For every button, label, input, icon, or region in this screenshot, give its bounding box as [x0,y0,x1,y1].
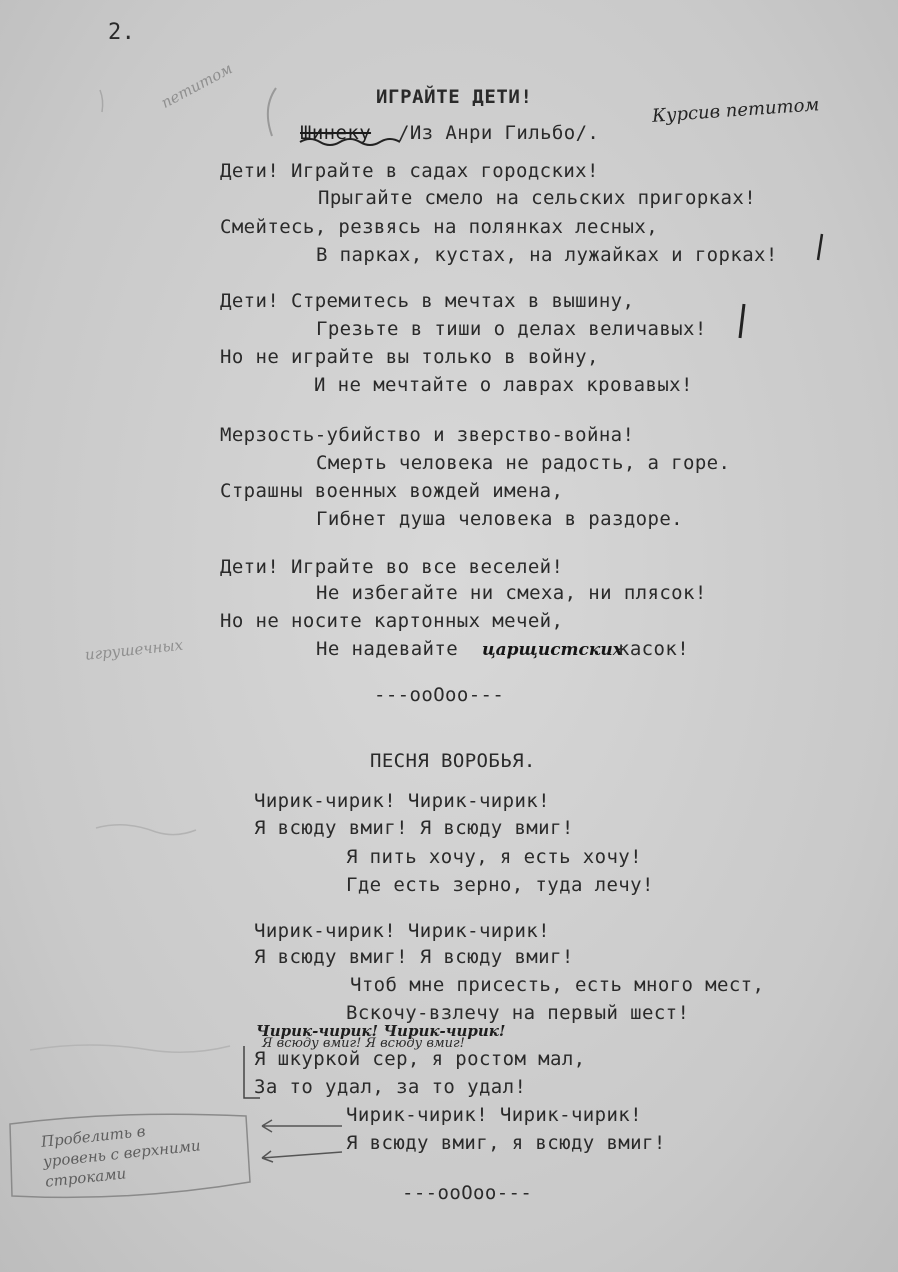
poem2-line: Я всюду вмиг! Я всюду вмиг! [254,817,574,839]
poem1-line: Прыгайте смело на сельских пригорках! [318,187,757,209]
poem1-line: Гибнет душа человека в раздоре. [316,508,684,530]
poem2-line: Где есть зерно, туда лечу! [346,874,654,896]
poem2-line: Я всюду вмиг! Я всюду вмиг! [254,946,574,968]
annotation-italic: Курсив петитом [651,94,821,127]
annotation-bottom: Пробелить в уровень с верхними строками [40,1122,202,1191]
annotation-toy: игрушечных [84,635,184,664]
poem1-line: Не надевайте [316,638,459,660]
poem2-line: Чирик-чирик! Чирик-чирик! [254,920,550,942]
overwritten-word: царщистских [482,640,623,660]
poem1-line: Смейтесь, резвясь на полянках лесных, [220,216,659,238]
handwritten-insert: Чирик-чирик! Чирик-чирик! [256,1022,506,1040]
arrow-mark [262,1151,342,1162]
wavy-underline-mark [300,139,400,145]
struck-word: Шинеку [300,122,372,144]
handwritten-insert: Я всюду вмиг! Я всюду вмиг! [262,1036,465,1051]
scribble-mark [96,825,196,835]
poem2-line: Вскочу-взлечу на первый шест! [346,1002,690,1024]
annotation-petit: петитом [158,59,236,112]
poem2-title: ПЕСНЯ ВОРОБЬЯ. [370,750,536,772]
poem2-line: Я пить хочу, я есть хочу! [346,846,642,868]
divider: ---ooOoo--- [402,1182,533,1204]
poem1-line: Страшны военных вождей имена, [220,480,564,502]
poem1-line: Не избегайте ни смеха, ни плясок! [316,582,707,604]
poem2-line: Я всюду вмиг, я всюду вмиг! [346,1132,666,1154]
exclamation-mark [818,234,822,260]
scribble-mark [100,90,103,112]
annotation-outline-mark [10,1114,250,1197]
page-number: 2. [108,20,136,45]
poem1-line: Мерзость-убийство и зверство-война! [220,424,635,446]
poem2-line: Чирик-чирик! Чирик-чирик! [254,790,550,812]
poem1-line: В парках, кустах, на лужайках и горках! [316,244,778,266]
scribble-mark [30,1045,230,1052]
poem1-line: Но не носите картонных мечей, [220,610,564,632]
poem2-line: Я шкуркой сер, я ростом мал, [254,1048,586,1070]
poem1-line: Грезьте в тиши о делах величавых! [316,318,707,340]
poem1-line: И не мечтайте о лаврах кровавых! [314,374,693,396]
poem2-line: За то удал, за то удал! [254,1076,527,1098]
bracket-mark [268,88,276,136]
poem2-line: Чтоб мне присесть, есть много мест, [350,974,765,996]
insertion-bracket-mark [244,1046,260,1098]
divider: ---ooOoo--- [374,684,505,706]
poem1-line: Дети! Играйте во все веселей! [220,556,564,578]
exclamation-mark [740,304,744,338]
poem2-line: Чирик-чирик! Чирик-чирик! [346,1104,642,1126]
arrow-mark [262,1120,342,1132]
poem1-title: ИГРАЙТЕ ДЕТИ! [376,86,533,108]
poem1-line: Дети! Стремитесь в мечтах в вышину, [220,290,635,312]
poem1-line: касок! [618,638,690,660]
poem1-line: Дети! Играйте в садах городских! [220,160,599,182]
poem1-line: Смерть человека не радость, а горе. [316,452,731,474]
poem1-source: /Из Анри Гильбо/. [398,122,600,144]
poem1-line: Но не играйте вы только в войну, [220,346,599,368]
